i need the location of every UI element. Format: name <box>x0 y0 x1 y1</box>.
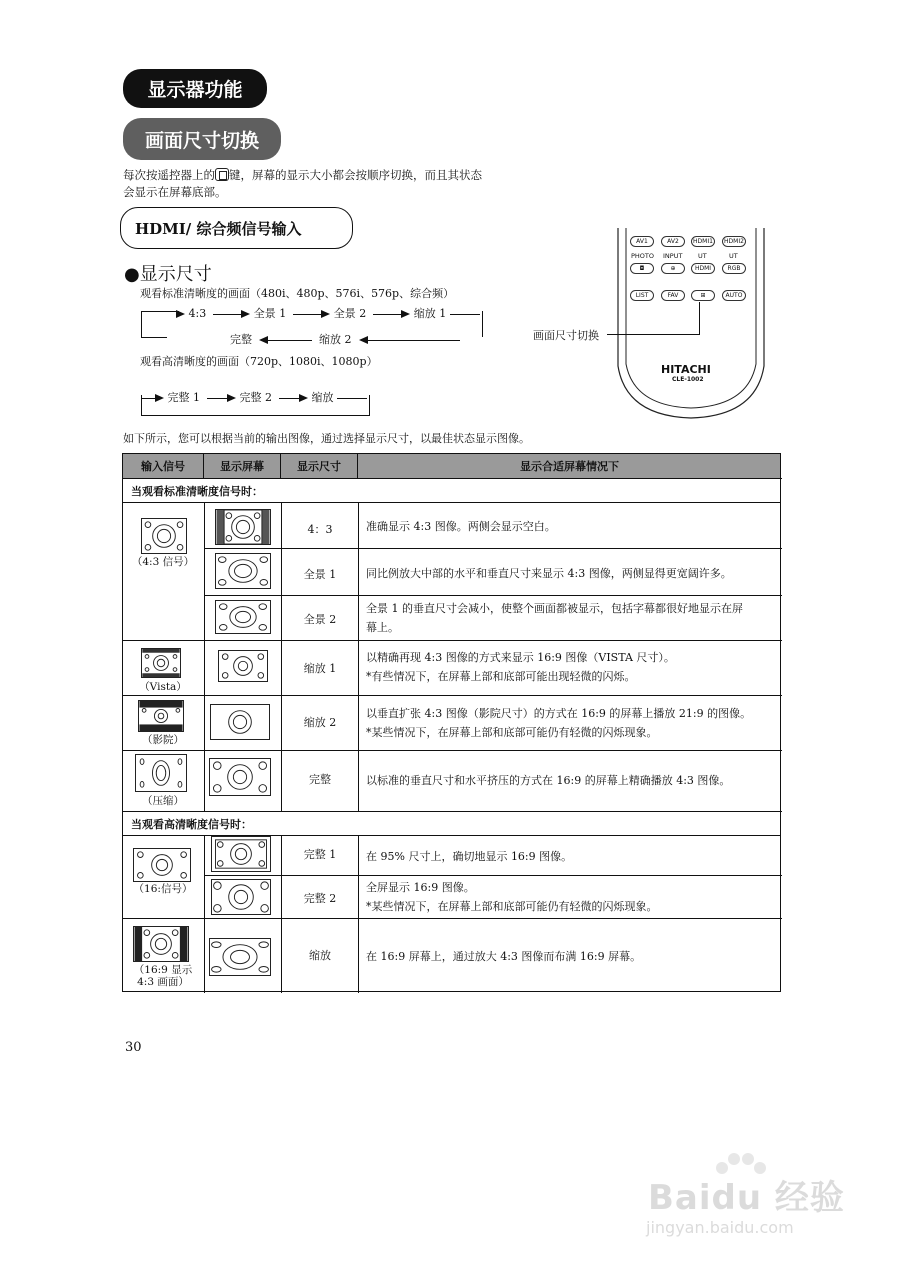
picture-thumbnail-icon <box>216 601 270 633</box>
size-label: 缩放 2 <box>303 716 337 729</box>
input-caption: （4:3 信号） <box>131 556 195 568</box>
camera-icon: ◘ <box>639 265 645 272</box>
input-caption: （影院） <box>142 734 184 746</box>
flow-line <box>141 415 370 416</box>
flow-item: 全景 2 <box>333 307 367 320</box>
callout-line <box>607 334 700 335</box>
flow-item: 完整 2 <box>239 391 272 404</box>
arrow-right-icon <box>299 394 308 402</box>
size-label: 完整 1 <box>303 848 337 861</box>
arrow-right-icon <box>241 310 250 318</box>
picture-thumbnail-icon <box>212 880 270 914</box>
flow-line <box>141 337 167 338</box>
input-caption: （16:信号） <box>133 883 193 895</box>
flow-item: 缩放 2 <box>319 333 352 346</box>
thumb-input-cinema <box>138 700 184 732</box>
remote-button-photo <box>630 263 654 274</box>
row-description <box>366 878 658 916</box>
remote-button-av1: AV1 <box>630 236 654 247</box>
picture-thumbnail-icon <box>210 939 270 975</box>
thumb-zoom-hd <box>209 938 271 976</box>
caption-line1: （16:9 显示 <box>133 964 193 976</box>
input-caption <box>123 964 203 988</box>
flow-item: 完整 <box>230 333 252 346</box>
size-switch-icon: ⊞ <box>700 292 706 299</box>
remote-button-list: LIST <box>630 290 654 301</box>
size-label: 全景 2 <box>303 613 337 626</box>
desc-line1: 以垂直扩张 4:3 图像（影院尺寸）的方式在 16:9 的屏幕上播放 21:9 的图像。 <box>366 707 752 720</box>
desc-line2: 幕上。 <box>366 621 399 634</box>
table-intro: 如下所示，您可以根据当前的输出图像，通过选择显示尺寸，以最佳状态显示图像。 <box>123 432 530 445</box>
header-description: 显示合适屏幕情况下 <box>520 460 619 473</box>
desc-line1: 全景 1 的垂直尺寸会减小，使整个画面都被显示，包括字幕都很好地显示在屏 <box>366 602 743 615</box>
size-label: 缩放 1 <box>303 662 337 675</box>
size-label: 缩放 <box>309 949 331 962</box>
page-number: 30 <box>125 1040 142 1055</box>
picture-thumbnail-icon <box>212 837 270 871</box>
callout-line <box>699 302 700 335</box>
hd-section-row: 当观看高清晰度信号时： <box>123 812 780 836</box>
hd-description: 观看高清晰度的画面（720p、1080i、1080p） <box>140 355 378 368</box>
arrow-right-icon <box>401 310 410 318</box>
header-input-signal: 输入信号 <box>123 454 204 478</box>
display-size-title: ●显示尺寸 <box>124 264 212 285</box>
flow-item: 完整 1 <box>167 391 200 404</box>
subheading-picture-size: 画面尺寸切换 <box>123 118 281 160</box>
hd-flow <box>141 389 367 405</box>
row-description <box>366 704 751 742</box>
remote-label-input: INPUT <box>663 252 683 260</box>
sd-description: 观看标准清晰度的画面（480i、480p、576i、576p、综合频） <box>140 287 455 300</box>
row-description: 准确显示 4:3 图像。两侧会显示空白。 <box>366 520 556 533</box>
arrow-right-icon <box>321 310 330 318</box>
desc-line1: 全屏显示 16:9 图像。 <box>366 881 475 894</box>
arrow-right-icon <box>155 394 164 402</box>
row-description: 在 95% 尺寸上，确切地显示 16:9 图像。 <box>366 850 573 863</box>
remote-callout-label: 画面尺寸切换 <box>533 329 599 342</box>
thumb-full2 <box>215 600 271 634</box>
picture-thumbnail-icon <box>134 849 190 881</box>
thumb-zoom2 <box>210 704 270 740</box>
header-display-screen: 显示屏幕 <box>204 454 281 478</box>
flow-item: 缩放 <box>311 391 334 404</box>
arrow-left-icon <box>259 336 268 344</box>
remote-brand: HITACHI <box>661 363 711 376</box>
picture-thumbnail-icon <box>211 705 269 739</box>
arrow-right-icon <box>176 310 185 318</box>
thumb-input-squeeze <box>135 754 187 792</box>
input-caption: （Vista） <box>139 681 187 693</box>
thumb-43-pillarbox <box>215 509 271 545</box>
flow-item: 缩放 1 <box>413 307 447 320</box>
thumb-full1-hd <box>211 836 271 872</box>
flow-line <box>141 311 142 337</box>
hdmi-section-title: HDMI/ 综合频信号输入 <box>120 207 353 249</box>
picture-thumbnail-icon <box>142 649 180 677</box>
picture-thumbnail-icon <box>139 701 183 731</box>
desc-line1: 以精确再现 4:3 图像的方式来显示 16:9 图像（VISTA 尺寸）。 <box>366 651 675 664</box>
intro-text <box>123 167 523 201</box>
watermark-url: jingyan.baidu.com <box>646 1218 794 1237</box>
picture-thumbnail-icon <box>142 519 186 553</box>
thumb-input-43 <box>141 518 187 554</box>
row-description <box>366 599 743 637</box>
size-label: 完整 <box>309 773 331 786</box>
arrow-left-icon <box>359 336 368 344</box>
arrow-right-icon <box>227 394 236 402</box>
flow-item: 全景 1 <box>253 307 287 320</box>
row-description: 以标准的垂直尺寸和水平挤压的方式在 16:9 的屏幕上精确播放 4:3 图像。 <box>366 774 731 787</box>
header-display-size: 显示尺寸 <box>281 454 358 478</box>
picture-thumbnail-icon <box>134 927 188 961</box>
sd-flow-top <box>176 305 480 321</box>
remote-model: CLE-1002 <box>672 376 704 383</box>
remote-button-auto: AUTO <box>722 290 746 301</box>
desc-line2: *某些情况下，在屏幕上部和底部可能仍有轻微的闪烁现象。 <box>366 726 658 739</box>
row-description <box>366 648 675 686</box>
sd-section-row: 当观看标准清晰度信号时： <box>123 479 780 503</box>
remote-button-size <box>691 290 715 301</box>
remote-button-hdmi2: HDMI2 <box>722 236 746 247</box>
size-label: 完整 2 <box>303 892 337 905</box>
caption-line2: 4:3 画面） <box>137 976 189 988</box>
desc-line2: *某些情况下，在屏幕上部和底部可能仍有轻微的闪烁现象。 <box>366 900 658 913</box>
size-label: 全景 1 <box>303 568 337 581</box>
size-table <box>122 453 781 992</box>
flow-item: 4:3 <box>188 307 207 320</box>
remote-button-hdmi: HDMI <box>691 263 715 274</box>
intro-part1: 每次按遥控器上的 <box>123 168 215 182</box>
remote-button-av2: AV2 <box>661 236 685 247</box>
picture-thumbnail-icon <box>216 510 270 544</box>
watermark <box>640 1150 860 1250</box>
input-caption: （压缩） <box>142 795 184 807</box>
picture-thumbnail-icon <box>216 554 270 588</box>
intro-part2: 键，屏幕的显示大小都会按顺序切换，而且其状态 <box>229 168 482 182</box>
row-description: 同比例放大中部的水平和垂直尺寸来显示 4:3 图像，两侧显得更宽阔许多。 <box>366 567 732 580</box>
flow-line <box>369 395 370 415</box>
sd-flow-bottom <box>230 331 460 347</box>
row-description: 在 16:9 屏幕上，通过放大 4:3 图像而布满 16:9 屏幕。 <box>366 950 642 963</box>
thumb-zoom1 <box>218 650 268 682</box>
thumb-input-169 <box>133 848 191 882</box>
thumb-full <box>209 758 271 796</box>
picture-thumbnail-icon <box>210 759 270 795</box>
remote-label-ut: UT <box>698 252 707 260</box>
remote-control-illustration <box>616 226 766 421</box>
remote-button-fav: FAV <box>661 290 685 301</box>
remote-label-ut: UT <box>729 252 738 260</box>
remote-button-input <box>661 263 685 274</box>
remote-label-photo: PHOTO <box>631 252 655 260</box>
size-switch-icon <box>215 168 229 181</box>
remote-button-rgb: RGB <box>722 263 746 274</box>
table-header <box>123 454 780 478</box>
picture-thumbnail-icon <box>219 651 267 681</box>
remote-button-hdmi1: HDMI1 <box>691 236 715 247</box>
desc-line2: *有些情况下，在屏幕上部和底部可能出现轻微的闪烁。 <box>366 670 636 683</box>
watermark-main: Baidu 经验 <box>648 1178 845 1218</box>
intro-line2: 会显示在屏幕底部。 <box>123 185 227 199</box>
thumb-full1 <box>215 553 271 589</box>
picture-thumbnail-icon <box>136 755 186 791</box>
flow-line <box>482 311 483 337</box>
input-icon: ⊕ <box>670 265 676 272</box>
thumb-full2-hd <box>211 879 271 915</box>
section-heading-display-functions: 显示器功能 <box>123 69 267 108</box>
thumb-input-vista <box>141 648 181 678</box>
thumb-input-169-43 <box>133 926 189 962</box>
flow-line <box>141 311 179 312</box>
size-label: 4：3 <box>307 523 333 536</box>
